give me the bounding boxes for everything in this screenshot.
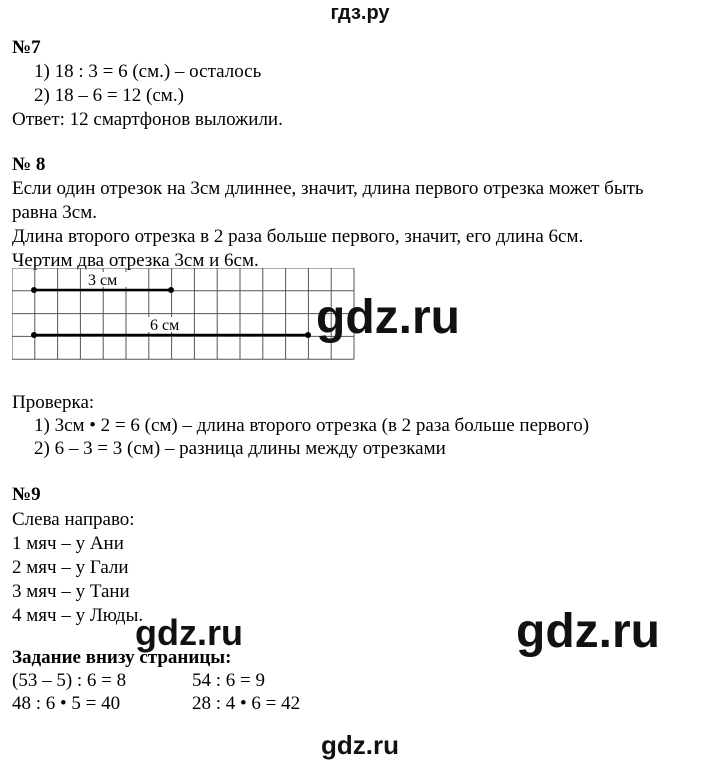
segment-2-end-point [305,332,311,338]
task7-line2: 2) 18 – 6 = 12 (см.) [34,85,184,106]
watermark-bottom: gdz.ru [321,730,399,760]
task8-para3: Чертим два отрезка 3см и 6см. [12,250,259,271]
segment-1-start-point [31,287,37,293]
task9-item-4: 4 мяч – у Люды. [12,605,144,626]
task8-para2: Длина второго отрезка в 2 раза больше первого, значит, его длина 6см. [12,226,584,247]
segment-2 [31,317,311,338]
watermark-right: gdz.ru [516,605,660,658]
check-line1: 1) 3см • 2 = 6 (см) – длина второго отрезка (в 2 раза больше первого) [34,415,590,436]
segments-grid [12,268,362,371]
task8-title: № 8 [12,154,46,175]
task7-title: №7 [12,37,41,58]
bottom-eq-2: 54 : 6 = 9 [192,670,265,691]
task9-item-2: 2 мяч – у Гали [12,557,129,578]
bottom-eq-3: 48 : 6 • 5 = 40 [12,693,121,714]
grid-drawing [12,268,362,366]
bottom-eq-4: 28 : 4 • 6 = 42 [192,693,301,714]
segment-2-label: 6 см [150,317,180,334]
task8-para1a: Если один отрезок на 3см длиннее, значит, длина первого отрезка может быть [12,178,644,199]
task7-answer: Ответ: 12 смартфонов выложили. [12,109,283,130]
segment-1-label: 3 см [88,272,118,289]
watermark-left: gdz.ru [135,612,243,653]
task9-item-3: 3 мяч – у Тани [12,581,130,602]
task7-line1: 1) 18 : 3 = 6 (см.) – осталось [34,61,262,82]
task9-title: №9 [12,484,41,505]
bottom-eq-1: (53 – 5) : 6 = 8 [12,670,127,691]
task9-intro: Слева направо: [12,509,135,530]
watermark-mid: gdz.ru [316,291,460,344]
segment-1-end-point [168,287,174,293]
site-header: гдз.ру [330,2,390,24]
grid-lines [12,268,354,359]
bottom-task-title: Задание внизу страницы: [12,647,232,668]
task9-item-1: 1 мяч – у Ани [12,533,124,554]
task8-para1b: равна 3см. [12,202,97,223]
segment-1 [31,272,174,293]
check-title: Проверка: [12,392,95,413]
segment-2-start-point [31,332,37,338]
check-line2: 2) 6 – 3 = 3 (см) – разница длины между отрезками [34,438,446,459]
